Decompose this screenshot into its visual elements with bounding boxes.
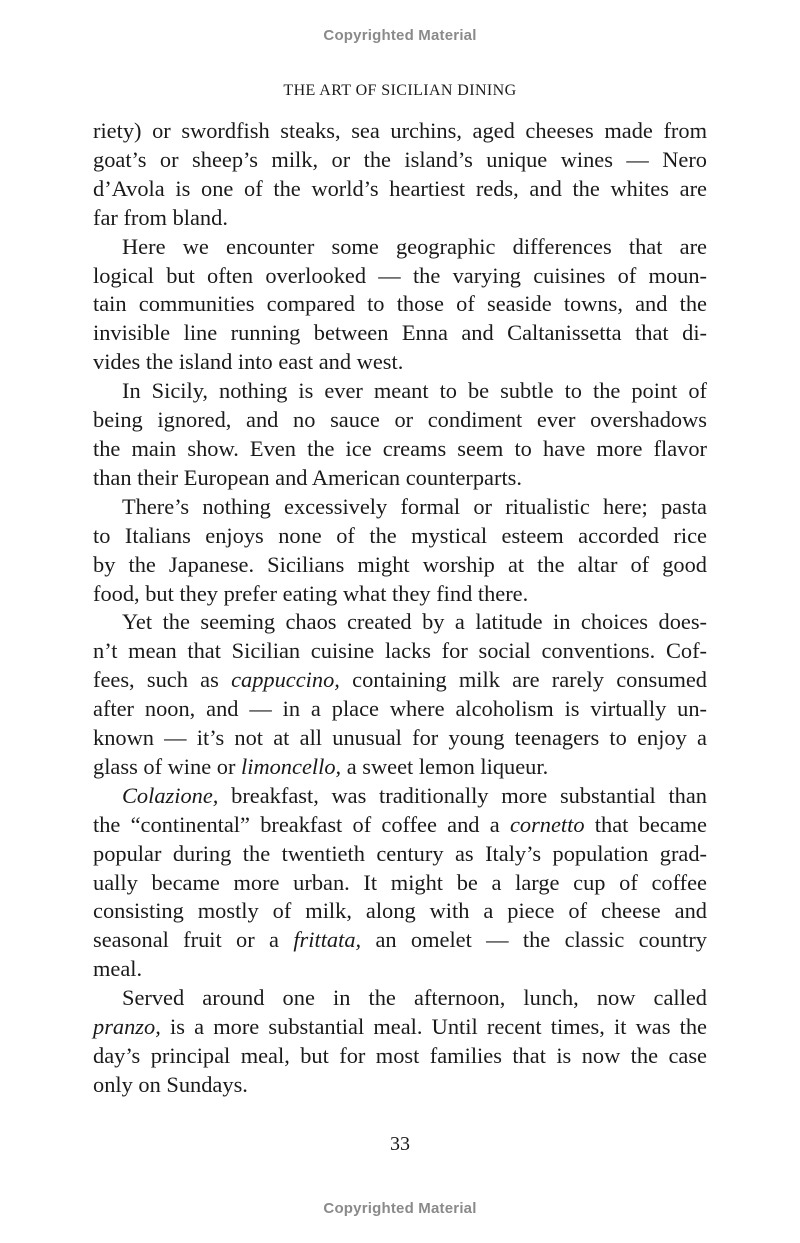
text-segment: that became bbox=[584, 811, 707, 837]
text-segment: Served around one in the afternoon, lunch, now called bbox=[122, 985, 707, 1011]
text-line bbox=[93, 1071, 707, 1100]
text-line bbox=[93, 435, 707, 464]
text-line bbox=[93, 1013, 707, 1042]
italic-term: cappuccino, bbox=[231, 667, 340, 693]
text-segment: after noon, and — in a place where alcoholism is virtually un- bbox=[93, 696, 707, 722]
text-segment: the main show. Even the ice creams seem to have more flavor bbox=[93, 435, 707, 461]
text-line bbox=[93, 926, 707, 955]
text-line bbox=[93, 608, 707, 637]
text-line bbox=[93, 580, 707, 609]
text-segment: an omelet — the classic country bbox=[361, 927, 707, 953]
text-segment: popular during the twentieth century as Italy’s population grad- bbox=[93, 840, 707, 866]
paragraph bbox=[93, 608, 707, 781]
text-line bbox=[93, 811, 707, 840]
text-segment: only on Sundays. bbox=[93, 1071, 248, 1097]
text-line bbox=[93, 406, 707, 435]
text-segment: riety) or swordfish steaks, sea urchins, aged cheeses made from bbox=[93, 118, 707, 143]
text-segment: goat’s or sheep’s milk, or the island’s unique wines — Nero bbox=[93, 146, 707, 172]
page-number: 33 bbox=[390, 1133, 410, 1155]
text-segment: is a more substantial meal. Until recent times, it was the bbox=[160, 1014, 707, 1040]
copyright-watermark-top: Copyrighted Material bbox=[323, 27, 477, 44]
text-segment: invisible line running between Enna and Caltanissetta that di- bbox=[93, 320, 707, 346]
text-line bbox=[93, 175, 707, 204]
text-line bbox=[93, 117, 707, 146]
text-segment: Here we encounter some geographic differences that are bbox=[122, 233, 707, 259]
text-line bbox=[93, 551, 707, 580]
paragraph bbox=[93, 117, 707, 233]
text-line bbox=[93, 262, 707, 291]
text-segment: Yet the seeming chaos created by a latitude in choices does- bbox=[122, 609, 707, 635]
text-line bbox=[93, 724, 707, 753]
text-segment: than their European and American counterparts. bbox=[93, 464, 522, 490]
italic-term: pranzo, bbox=[93, 1014, 161, 1040]
text-segment: tain communities compared to those of seaside towns, and the bbox=[93, 291, 707, 317]
text-line bbox=[93, 897, 707, 926]
copyright-watermark-bottom: Copyrighted Material bbox=[323, 1200, 477, 1217]
paragraph bbox=[93, 984, 707, 1100]
text-line bbox=[93, 290, 707, 319]
text-line bbox=[93, 666, 707, 695]
text-segment: food, but they prefer eating what they find there. bbox=[93, 580, 529, 606]
text-segment: by the Japanese. Sicilians might worship at the altar of good bbox=[93, 551, 707, 577]
text-segment: the “continental” breakfast of coffee and a bbox=[93, 811, 510, 837]
text-segment: In Sicily, nothing is ever meant to be subtle to the point of bbox=[122, 378, 707, 404]
text-segment: There’s nothing excessively formal or ritualistic here; pasta bbox=[122, 493, 707, 519]
text-segment: known — it’s not at all unusual for young teenagers to enjoy a bbox=[93, 725, 707, 751]
text-segment: seasonal fruit or a bbox=[93, 927, 294, 953]
text-segment: breakfast, was traditionally more substantial than bbox=[218, 782, 707, 808]
text-segment: vides the island into east and west. bbox=[93, 349, 404, 375]
paragraph bbox=[93, 782, 707, 984]
text-segment: being ignored, and no sauce or condiment ever overshadows bbox=[93, 407, 707, 433]
text-line bbox=[93, 493, 707, 522]
text-line bbox=[93, 695, 707, 724]
text-line bbox=[93, 782, 707, 811]
paragraph bbox=[93, 377, 707, 493]
text-segment: fees, such as bbox=[93, 667, 232, 693]
text-segment: consisting mostly of milk, along with a piece of cheese and bbox=[93, 898, 707, 924]
paragraph bbox=[93, 493, 707, 609]
text-segment: glass of wine or bbox=[93, 753, 241, 779]
text-segment: day’s principal meal, but for most families that is now the case bbox=[93, 1043, 707, 1068]
text-line bbox=[93, 753, 707, 782]
text-line bbox=[93, 146, 707, 175]
italic-term: limoncello, bbox=[241, 753, 342, 779]
text-line bbox=[93, 233, 707, 262]
text-segment: containing milk are rarely consumed bbox=[339, 667, 707, 693]
text-line bbox=[93, 637, 707, 666]
text-line bbox=[93, 348, 707, 377]
text-segment: n’t mean that Sicilian cuisine lacks for social conventions. Cof- bbox=[93, 638, 707, 664]
italic-term: frittata, bbox=[293, 927, 362, 953]
body-text bbox=[93, 117, 707, 1100]
text-segment: a sweet lemon liqueur. bbox=[341, 753, 549, 779]
text-line bbox=[93, 204, 707, 233]
italic-term: Colazione, bbox=[122, 782, 219, 808]
italic-term: cornetto bbox=[509, 811, 585, 837]
text-line bbox=[93, 522, 707, 551]
text-line bbox=[93, 1042, 707, 1071]
paragraph bbox=[93, 233, 707, 378]
text-line bbox=[93, 464, 707, 493]
text-segment: logical but often overlooked — the varying cuisines of moun- bbox=[93, 262, 707, 288]
text-segment: d’Avola is one of the world’s heartiest reds, and the whites are bbox=[93, 175, 707, 201]
text-segment: far from bland. bbox=[93, 204, 228, 230]
text-line bbox=[93, 840, 707, 869]
text-segment: meal. bbox=[93, 956, 143, 982]
text-line bbox=[93, 319, 707, 348]
text-segment: ually became more urban. It might be a large cup of coffee bbox=[93, 869, 707, 895]
running-head: THE ART OF SICILIAN DINING bbox=[283, 82, 517, 99]
text-line bbox=[93, 377, 707, 406]
text-segment: to Italians enjoys none of the mystical esteem accorded rice bbox=[93, 522, 707, 548]
text-line bbox=[93, 955, 707, 984]
text-line bbox=[93, 984, 707, 1013]
text-line bbox=[93, 869, 707, 898]
